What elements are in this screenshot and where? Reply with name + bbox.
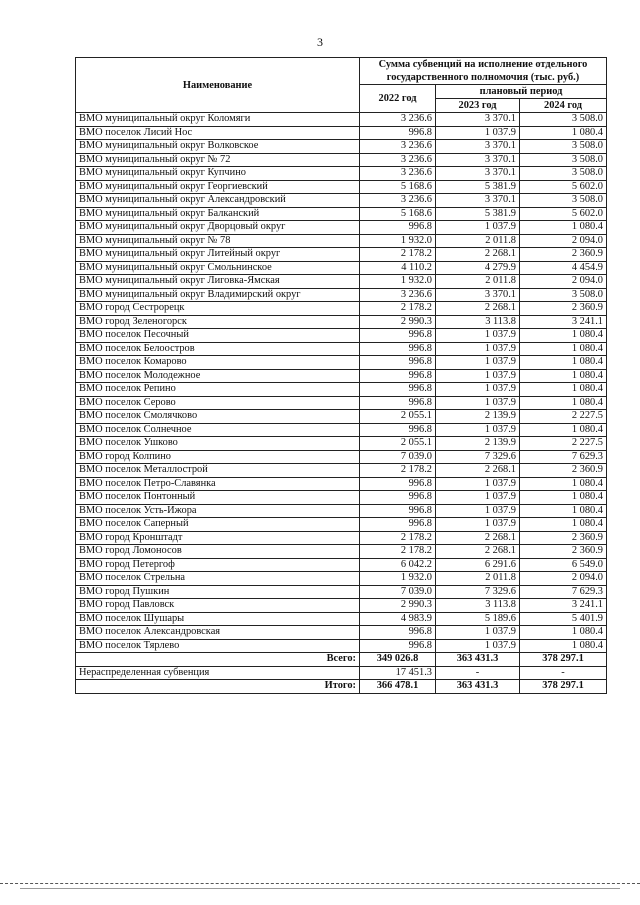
row-name: ВМО город Павловск [76,599,360,613]
table-row [76,275,607,289]
row-2024: 3 508.0 [520,140,607,154]
grand-total-2023: 363 431.3 [436,680,520,694]
row-2022: 4 983.9 [360,612,436,626]
table-row [76,167,607,181]
row-name: ВМО город Сестрорецк [76,302,360,316]
row-2022: 996.8 [360,477,436,491]
row-name: ВМО город Зеленогорск [76,315,360,329]
total-label: Всего: [76,653,360,667]
row-2022: 3 236.6 [360,288,436,302]
total-row [76,653,607,667]
row-name: ВМО поселок Стрельна [76,572,360,586]
row-2022: 3 236.6 [360,140,436,154]
row-2023: 5 189.6 [436,612,520,626]
row-2024: 3 508.0 [520,288,607,302]
table-row [76,572,607,586]
table-row [76,153,607,167]
header-2023: 2023 год [436,99,520,113]
table-row [76,180,607,194]
table-row [76,248,607,262]
table-row [76,396,607,410]
row-2024: 1 080.4 [520,342,607,356]
row-name: ВМО поселок Ушково [76,437,360,451]
row-2022: 7 039.0 [360,450,436,464]
row-2024: 7 629.3 [520,585,607,599]
row-2024: 2 227.5 [520,437,607,451]
row-name: ВМО муниципальный округ Коломяги [76,113,360,127]
row-name: ВМО муниципальный округ Александровский [76,194,360,208]
row-2022: 1 932.0 [360,572,436,586]
table-row [76,518,607,532]
row-2022: 5 168.6 [360,207,436,221]
row-name: ВМО поселок Песочный [76,329,360,343]
row-2022: 996.8 [360,221,436,235]
row-name: ВМО поселок Петро-Славянка [76,477,360,491]
row-2023: 1 037.9 [436,329,520,343]
row-name: ВМО поселок Серово [76,396,360,410]
row-2024: 1 080.4 [520,504,607,518]
row-2023: 2 268.1 [436,545,520,559]
row-2024: 1 080.4 [520,356,607,370]
header-2024: 2024 год [520,99,607,113]
row-2022: 996.8 [360,504,436,518]
unallocated-2023: - [436,666,520,680]
row-2023: 5 381.9 [436,207,520,221]
row-name: ВМО поселок Металлострой [76,464,360,478]
row-name: ВМО поселок Молодежное [76,369,360,383]
row-name: ВМО поселок Белоостров [76,342,360,356]
row-2022: 996.8 [360,639,436,653]
row-name: ВМО поселок Тярлево [76,639,360,653]
row-name: ВМО муниципальный округ Купчино [76,167,360,181]
row-name: ВМО муниципальный округ Владимирский округ [76,288,360,302]
table-row [76,558,607,572]
row-2024: 2 360.9 [520,302,607,316]
row-2024: 1 080.4 [520,639,607,653]
row-2024: 3 508.0 [520,153,607,167]
row-2022: 5 168.6 [360,180,436,194]
row-2024: 2 360.9 [520,545,607,559]
table-row [76,369,607,383]
row-name: ВМО муниципальный округ Георгиевский [76,180,360,194]
page-number: 3 [317,35,323,49]
row-2022: 2 990.3 [360,599,436,613]
row-2024: 2 360.9 [520,248,607,262]
row-2023: 2 268.1 [436,464,520,478]
row-2023: 1 037.9 [436,356,520,370]
row-2022: 996.8 [360,626,436,640]
table-row [76,599,607,613]
table-row [76,342,607,356]
table-row [76,491,607,505]
row-2023: 1 037.9 [436,491,520,505]
row-2024: 1 080.4 [520,626,607,640]
row-2024: 1 080.4 [520,221,607,235]
footer-divider-secondary [20,888,620,889]
row-2022: 996.8 [360,356,436,370]
row-2022: 996.8 [360,383,436,397]
row-2023: 7 329.6 [436,450,520,464]
table-row [76,288,607,302]
table-row [76,207,607,221]
table-row [76,261,607,275]
grand-total-2022: 366 478.1 [360,680,436,694]
table-row [76,464,607,478]
row-2023: 3 370.1 [436,167,520,181]
row-2024: 2 094.0 [520,572,607,586]
row-2024: 3 241.1 [520,599,607,613]
grand-total-row [76,680,607,694]
table-row [76,437,607,451]
grand-total-2024: 378 297.1 [520,680,607,694]
total-2023: 363 431.3 [436,653,520,667]
table-row [76,612,607,626]
row-2022: 1 932.0 [360,234,436,248]
table-row [76,234,607,248]
row-2023: 3 370.1 [436,140,520,154]
row-2022: 6 042.2 [360,558,436,572]
row-2023: 3 113.8 [436,315,520,329]
row-name: ВМО муниципальный округ Литейный округ [76,248,360,262]
row-2022: 996.8 [360,423,436,437]
table-row [76,639,607,653]
unallocated-label: Нераспределенная субвенция [76,666,360,680]
row-2022: 2 990.3 [360,315,436,329]
row-2023: 1 037.9 [436,504,520,518]
row-2024: 2 360.9 [520,531,607,545]
row-name: ВМО поселок Понтонный [76,491,360,505]
row-2023: 2 268.1 [436,531,520,545]
row-2023: 2 268.1 [436,302,520,316]
row-2022: 2 178.2 [360,248,436,262]
row-2023: 1 037.9 [436,477,520,491]
row-name: ВМО муниципальный округ Лиговка-Ямская [76,275,360,289]
row-2023: 1 037.9 [436,639,520,653]
row-2023: 1 037.9 [436,423,520,437]
table-row [76,113,607,127]
table-row [76,531,607,545]
row-2024: 1 080.4 [520,477,607,491]
row-2023: 3 370.1 [436,153,520,167]
row-2024: 1 080.4 [520,518,607,532]
row-2024: 5 602.0 [520,207,607,221]
row-2023: 5 381.9 [436,180,520,194]
table-body [76,113,607,653]
total-2022: 349 026.8 [360,653,436,667]
row-name: ВМО муниципальный округ № 78 [76,234,360,248]
row-2023: 7 329.6 [436,585,520,599]
row-2023: 1 037.9 [436,518,520,532]
row-2022: 2 178.2 [360,302,436,316]
row-2024: 1 080.4 [520,329,607,343]
table-row [76,221,607,235]
row-name: ВМО город Кронштадт [76,531,360,545]
row-2023: 4 279.9 [436,261,520,275]
row-2023: 3 370.1 [436,288,520,302]
table-row [76,194,607,208]
row-2022: 3 236.6 [360,167,436,181]
row-2022: 2 055.1 [360,437,436,451]
table-row [76,450,607,464]
row-2024: 5 401.9 [520,612,607,626]
table-row [76,585,607,599]
total-2024: 378 297.1 [520,653,607,667]
row-2022: 996.8 [360,342,436,356]
row-2024: 3 241.1 [520,315,607,329]
row-2024: 1 080.4 [520,396,607,410]
table-row [76,356,607,370]
header-planned-period: плановый период [436,85,607,99]
row-2022: 996.8 [360,329,436,343]
row-2022: 3 236.6 [360,153,436,167]
row-2023: 1 037.9 [436,383,520,397]
table-row [76,423,607,437]
row-2022: 996.8 [360,126,436,140]
row-2024: 2 094.0 [520,234,607,248]
row-name: ВМО поселок Комарово [76,356,360,370]
row-name: ВМО поселок Саперный [76,518,360,532]
row-2024: 4 454.9 [520,261,607,275]
row-name: ВМО поселок Шушары [76,612,360,626]
row-2024: 3 508.0 [520,194,607,208]
row-2023: 2 139.9 [436,437,520,451]
row-2023: 1 037.9 [436,396,520,410]
row-name: ВМО город Колпино [76,450,360,464]
row-name: ВМО поселок Александровская [76,626,360,640]
row-2024: 1 080.4 [520,491,607,505]
row-name: ВМО муниципальный округ № 72 [76,153,360,167]
table-row [76,329,607,343]
row-2022: 996.8 [360,491,436,505]
row-2022: 7 039.0 [360,585,436,599]
row-name: ВМО город Петергоф [76,558,360,572]
row-2023: 3 113.8 [436,599,520,613]
row-name: ВМО муниципальный округ Волковское [76,140,360,154]
row-2024: 1 080.4 [520,369,607,383]
row-2024: 1 080.4 [520,126,607,140]
row-2023: 1 037.9 [436,369,520,383]
table-row [76,626,607,640]
table-row [76,545,607,559]
row-2023: 2 011.8 [436,275,520,289]
table-row [76,315,607,329]
row-2022: 996.8 [360,369,436,383]
unallocated-2022: 17 451.3 [360,666,436,680]
row-2024: 1 080.4 [520,423,607,437]
row-2022: 996.8 [360,396,436,410]
header-2022: 2022 год [360,85,436,113]
row-name: ВМО поселок Солнечное [76,423,360,437]
row-2022: 2 055.1 [360,410,436,424]
footer-divider [0,883,640,884]
table-row [76,302,607,316]
subsidy-table [75,57,607,694]
row-2023: 2 268.1 [436,248,520,262]
row-2024: 2 360.9 [520,464,607,478]
row-2024: 2 094.0 [520,275,607,289]
unallocated-2024: - [520,666,607,680]
row-name: ВМО поселок Лисий Нос [76,126,360,140]
unallocated-row [76,666,607,680]
row-name: ВМО муниципальный округ Балканский [76,207,360,221]
row-2024: 3 508.0 [520,167,607,181]
row-name: ВМО муниципальный округ Дворцовый округ [76,221,360,235]
row-2022: 2 178.2 [360,464,436,478]
header-name: Наименование [76,58,360,113]
row-2023: 1 037.9 [436,221,520,235]
row-2024: 3 508.0 [520,113,607,127]
row-2023: 2 139.9 [436,410,520,424]
row-name: ВМО поселок Смолячково [76,410,360,424]
row-2023: 3 370.1 [436,113,520,127]
row-2023: 2 011.8 [436,572,520,586]
row-2022: 3 236.6 [360,194,436,208]
table-row [76,383,607,397]
row-2024: 6 549.0 [520,558,607,572]
table-row [76,504,607,518]
table-row [76,410,607,424]
row-2022: 2 178.2 [360,531,436,545]
row-2023: 1 037.9 [436,126,520,140]
row-2024: 5 602.0 [520,180,607,194]
row-2023: 1 037.9 [436,626,520,640]
table-row [76,126,607,140]
table-row [76,477,607,491]
row-2023: 3 370.1 [436,194,520,208]
row-2022: 3 236.6 [360,113,436,127]
row-2024: 1 080.4 [520,383,607,397]
row-name: ВМО город Ломоносов [76,545,360,559]
row-2022: 4 110.2 [360,261,436,275]
row-2022: 1 932.0 [360,275,436,289]
row-2024: 2 227.5 [520,410,607,424]
row-name: ВМО поселок Репино [76,383,360,397]
row-2022: 996.8 [360,518,436,532]
row-2023: 1 037.9 [436,342,520,356]
row-2023: 6 291.6 [436,558,520,572]
header-sum: Сумма субвенций на исполнение отдельного государственного полномочия (тыс. руб.) [360,58,607,85]
table-row [76,140,607,154]
row-name: ВМО муниципальный округ Смольнинское [76,261,360,275]
row-2022: 2 178.2 [360,545,436,559]
grand-total-label: Итого: [76,680,360,694]
row-2023: 2 011.8 [436,234,520,248]
row-name: ВМО поселок Усть-Ижора [76,504,360,518]
row-name: ВМО город Пушкин [76,585,360,599]
row-2024: 7 629.3 [520,450,607,464]
